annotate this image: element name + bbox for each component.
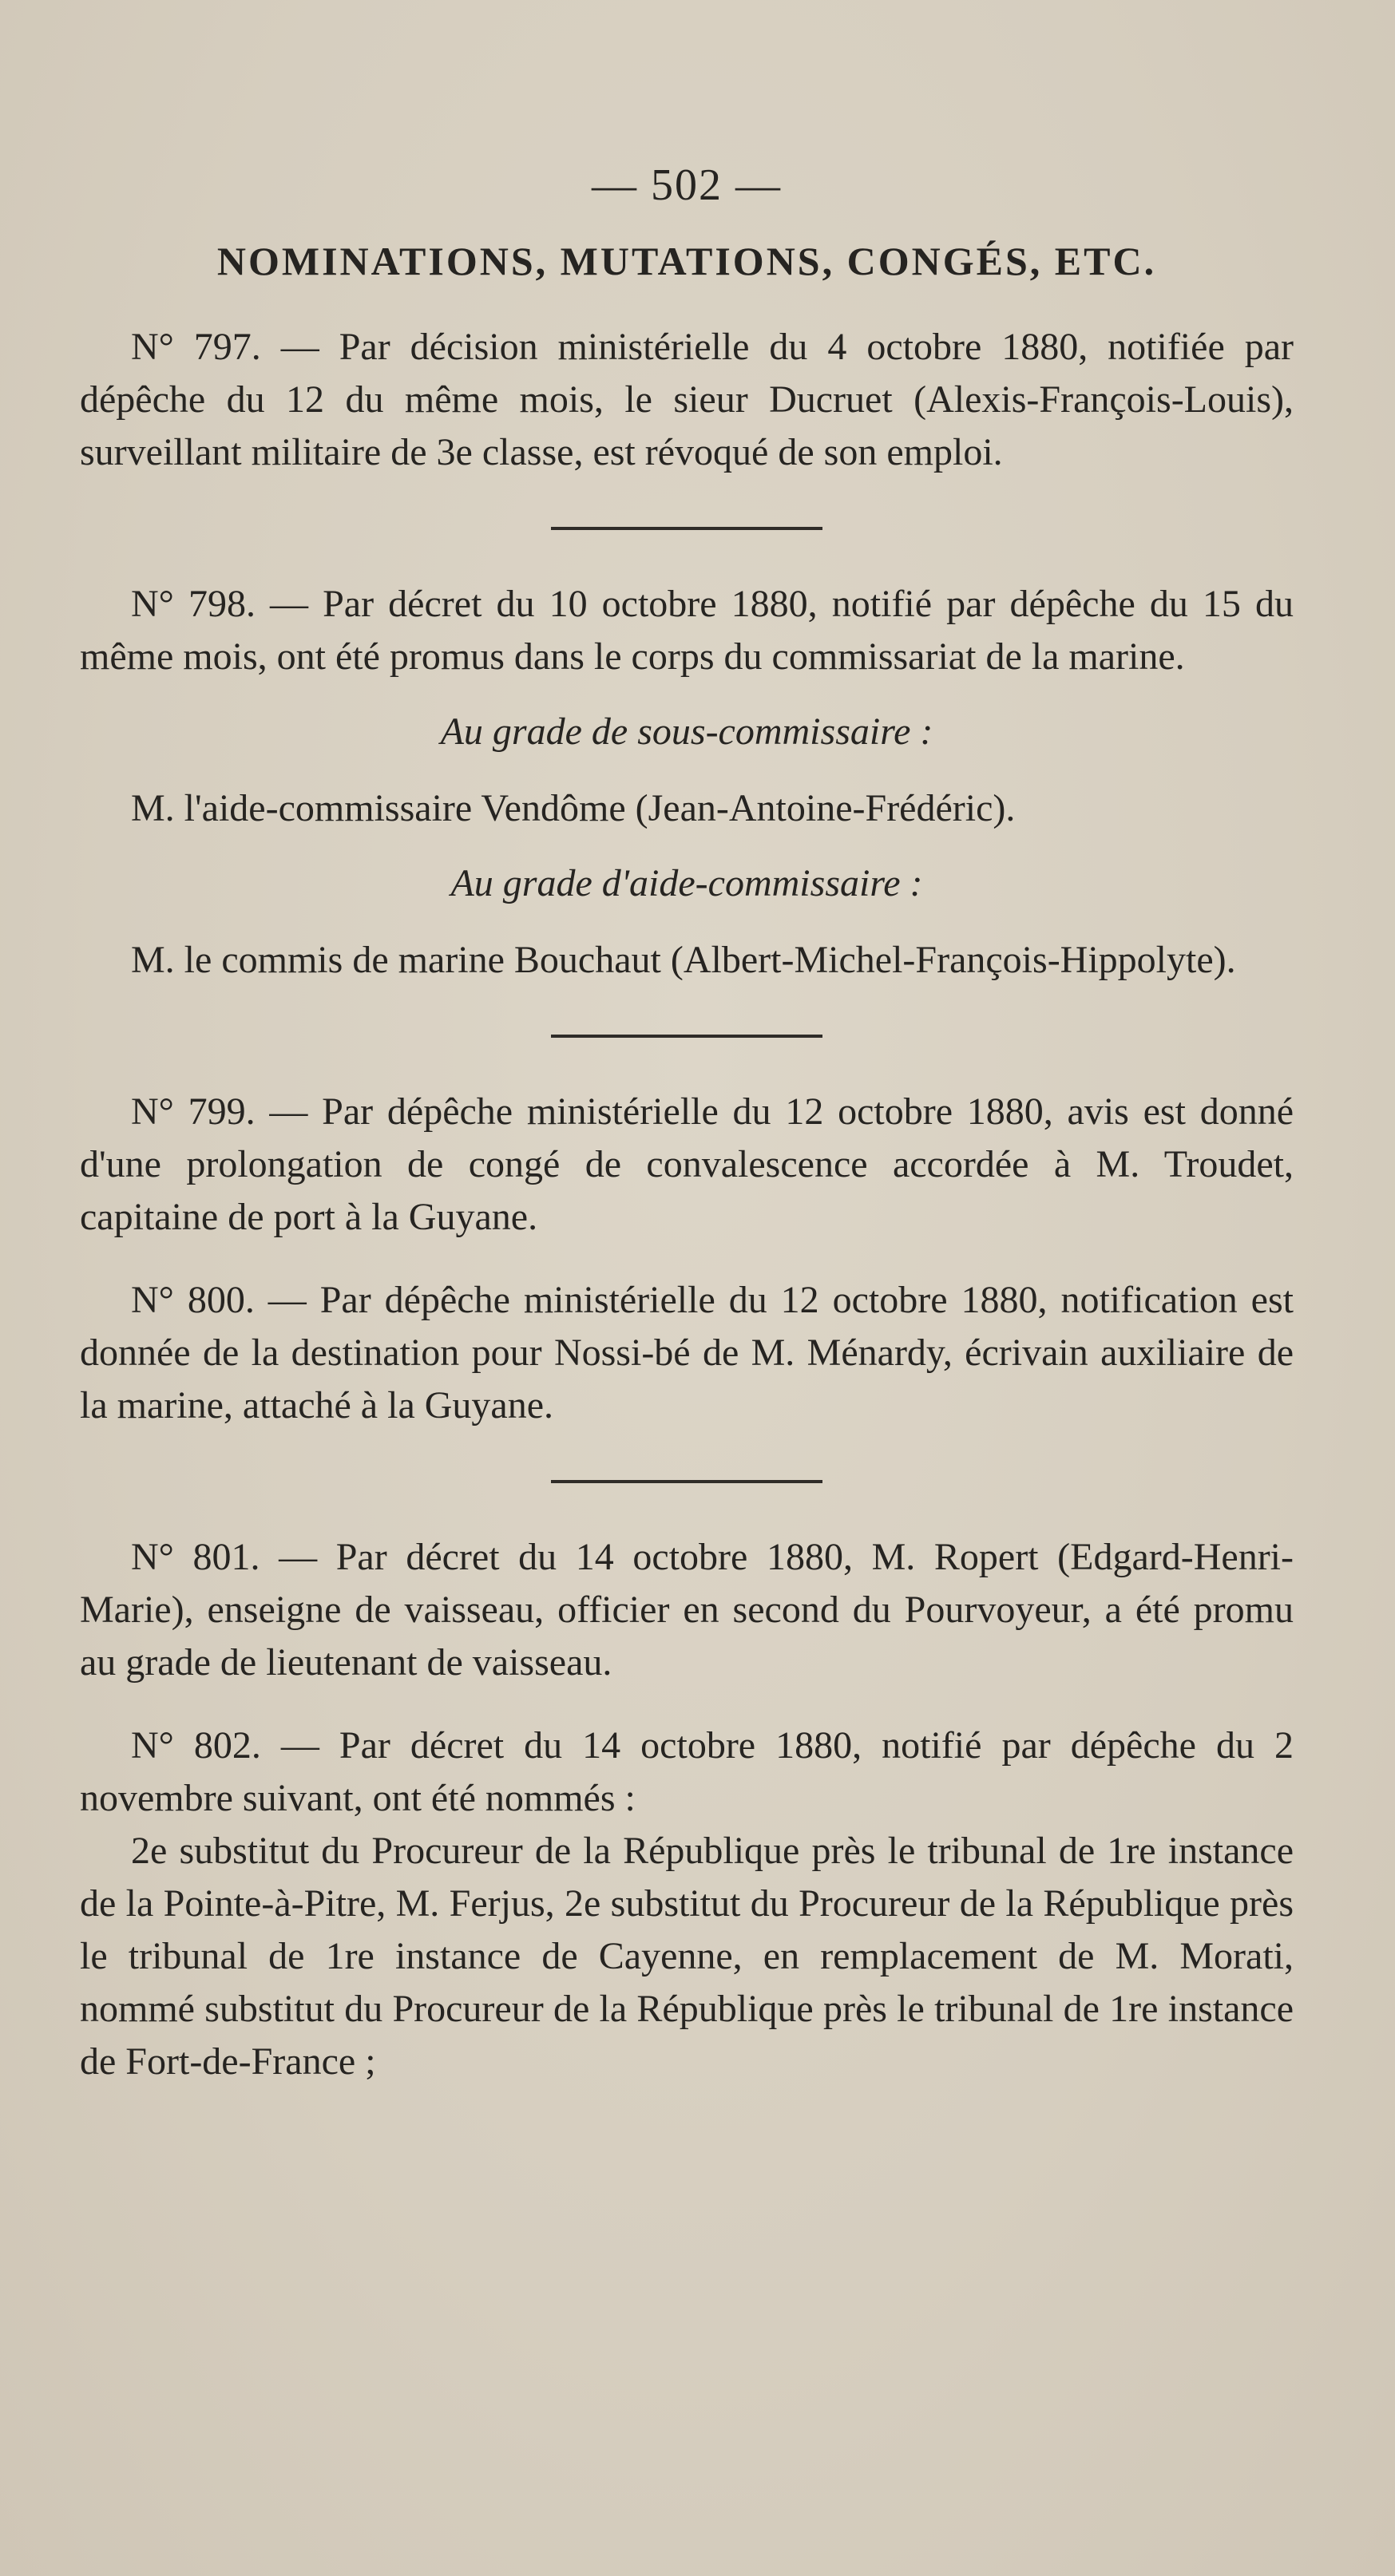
entry-798: N° 798. — Par décret du 10 octobre 1880, notifié par dépêche du 15 du même mois, ont été promus dans le corps du commissariat de la marine. <box>80 583 1294 678</box>
section-heading: NOMINATIONS, MUTATIONS, CONGÉS, ETC. <box>216 239 1157 283</box>
page-number: — 502 — <box>592 160 782 210</box>
entry-798-subhead-1: Au grade de sous-commissaire : <box>440 710 933 753</box>
entry-802-item-1: 2e substitut du Procureur de la République près le tribunal de 1re instance de la Pointe-à-Pitre, M. Ferjus, 2e substitut du Procureur de la République près le tribunal de 1re instance de Cayenne, en remplacement de M. Morati, nommé substitut du Procureur de la République près le tribunal de 1re instance de Fort-de-France ; <box>80 1830 1294 2083</box>
separator-rule <box>551 1035 822 1038</box>
separator-rule <box>551 527 822 530</box>
entry-797: N° 797. — Par décision ministérielle du 4 octobre 1880, notifiée par dépêche du 12 du même mois, le sieur Ducruet (Alexis-François-Louis), surveillant militaire de 3e classe, est révoqué de son emploi. <box>80 326 1294 473</box>
page-content <box>80 160 1294 2088</box>
entry-799: N° 799. — Par dépêche ministérielle du 12 octobre 1880, avis est donné d'une prolongation de congé de convalescence accordée à M. Troudet, capitaine de port à la Guyane. <box>80 1090 1294 1238</box>
entry-800: N° 800. — Par dépêche ministérielle du 12 octobre 1880, notification est donnée de la destination pour Nossi-bé de M. Ménardy, écrivain auxiliaire de la marine, attaché à la Guyane. <box>80 1279 1294 1426</box>
separator-rule <box>551 1480 822 1483</box>
entry-798-item-1: M. l'aide-commissaire Vendôme (Jean-Antoine-Frédéric). <box>131 787 1016 829</box>
entry-798-item-2: M. le commis de marine Bouchaut (Albert-Michel-François-Hippolyte). <box>131 939 1236 981</box>
entry-801: N° 801. — Par décret du 14 octobre 1880, M. Ropert (Edgard-Henri-Marie), enseigne de vaisseau, officier en second du Pourvoyeur, a été promu au grade de lieutenant de vaisseau. <box>80 1536 1294 1684</box>
entry-798-subhead-2: Au grade d'aide-commissaire : <box>450 862 923 904</box>
entry-802: N° 802. — Par décret du 14 octobre 1880, notifié par dépêche du 2 novembre suivant, ont été nommés : <box>80 1724 1294 1819</box>
